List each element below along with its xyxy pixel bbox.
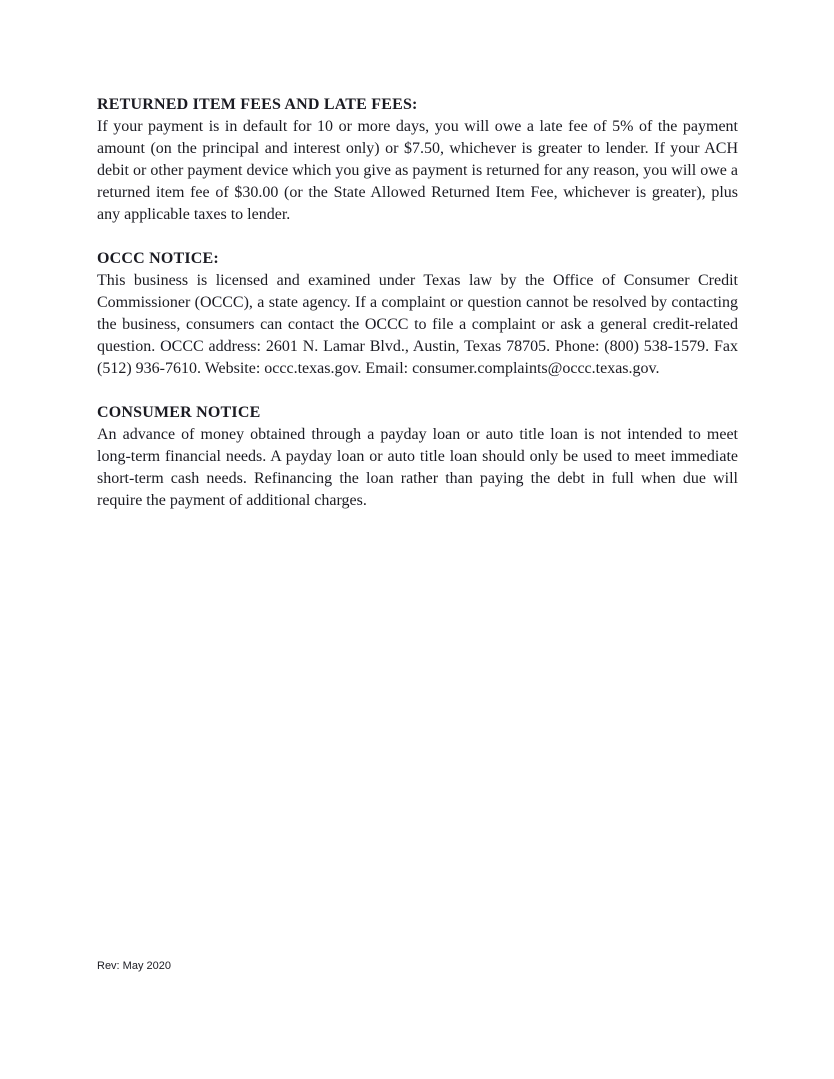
document-content [97, 94, 738, 534]
returned-item-fees-heading: RETURNED ITEM FEES AND LATE FEES: [97, 96, 418, 113]
section-occc-notice [97, 248, 738, 380]
occc-notice-body: This business is licensed and examined under Texas law by the Office of Consumer Credit Commissioner (OCCC), a state agency. If a complaint or question cannot be resolved by contacting the business, consumers can contact the OCCC to file a complaint or ask a general credit-related question. OCCC address: 2601 N. Lamar Blvd., Austin, Texas 78705. Phone: (800) 538-1579. Fax (512) 936-7610. Website: occc.texas.gov. Email: consumer.complaints@occc.texas.gov. [97, 272, 738, 377]
revision-footer: Rev: May 2020 [97, 960, 171, 972]
occc-notice-heading: OCCC NOTICE: [97, 250, 219, 267]
section-returned-item-fees [97, 94, 738, 226]
consumer-notice-body: An advance of money obtained through a payday loan or auto title loan is not intended to meet long-term financial needs. A payday loan or auto title loan should only be used to meet immediate short-term cash needs. Refinancing the loan rather than paying the debt in full when due will require the payment of additional charges. [97, 426, 738, 509]
section-consumer-notice [97, 402, 738, 512]
consumer-notice-heading: CONSUMER NOTICE [97, 404, 261, 421]
returned-item-fees-body: If your payment is in default for 10 or more days, you will owe a late fee of 5% of the payment amount (on the principal and interest only) or $7.50, whichever is greater to lender. If your ACH debit or other payment device which you give as payment is returned for any reason, you will owe a returned item fee of $30.00 (or the State Allowed Returned Item Fee, whichever is greater), plus any applicable taxes to lender. [97, 118, 738, 223]
